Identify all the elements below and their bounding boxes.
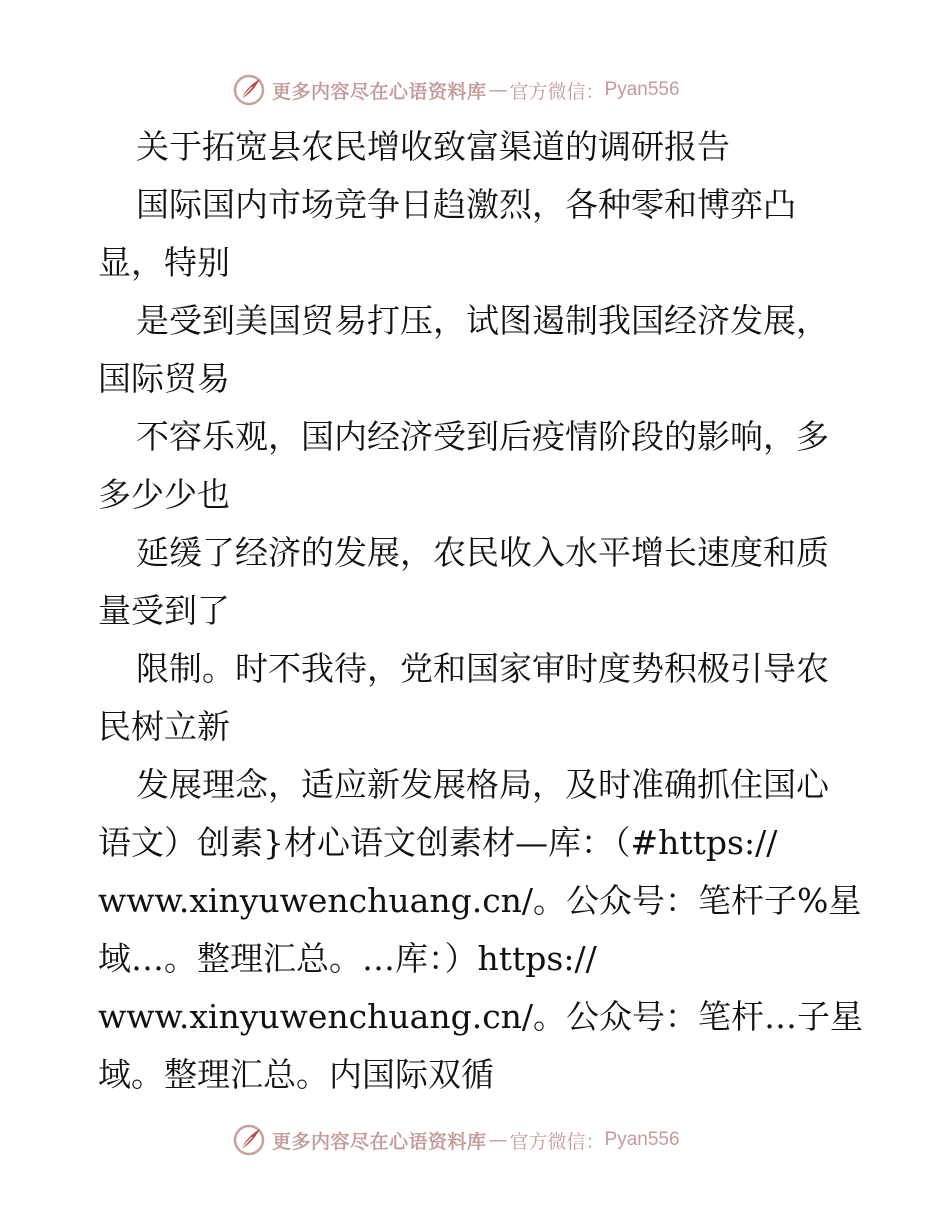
feather-pen-icon — [232, 73, 266, 107]
banner-wechat-id: Pyan556 — [604, 1129, 680, 1150]
paragraph-line: 国际贸易 — [98, 359, 230, 398]
url-line: www.xinyuwenchuang.cn/。公众号：笔杆…子星 — [98, 997, 864, 1036]
paragraph-line: 是受到美国贸易打压，试图遏制我国经济发展， — [136, 301, 829, 340]
paragraph-line: 域。整理汇总。内国际双循 — [98, 1055, 494, 1094]
banner-wechat-id: Pyan556 — [604, 79, 680, 100]
banner-text: 更多内容尽在心语资料库 — [272, 1130, 487, 1153]
paragraph-line: 不容乐观，国内经济受到后疫情阶段的影响，多 — [136, 417, 829, 456]
document-body — [98, 118, 864, 1104]
feather-pen-icon — [232, 1123, 266, 1157]
footer-watermark-banner — [232, 1122, 680, 1158]
paragraph-line: 显，特别 — [98, 243, 230, 282]
paragraph-line: 延缓了经济的发展，农民收入水平增长速度和质 — [136, 533, 829, 572]
paragraph-line: 限制。时不我待，党和国家审时度势积极引导农 — [136, 649, 829, 688]
paragraph-line: 语文）创素}材心语文创素材—库：（#https:// — [98, 823, 778, 862]
paragraph-line: 量受到了 — [98, 591, 230, 630]
banner-separator: — — [488, 1129, 508, 1151]
banner-text: 更多内容尽在心语资料库 — [272, 80, 487, 103]
banner-wechat-label: 官方微信： — [509, 80, 605, 103]
banner-wechat-label: 官方微信： — [509, 1130, 605, 1153]
url-line: www.xinyuwenchuang.cn/。公众号：笔杆子%星 — [98, 881, 862, 920]
paragraph-line: 域…。整理汇总。…库：）https:// — [98, 939, 597, 978]
document-title: 关于拓宽县农民增收致富渠道的调研报告 — [136, 127, 730, 166]
banner-separator: — — [488, 79, 508, 101]
paragraph-line: 国际国内市场竞争日趋激烈，各种零和博弈凸 — [136, 185, 796, 224]
paragraph-line: 多少少也 — [98, 475, 230, 514]
paragraph-line: 发展理念，适应新发展格局，及时准确抓住国心 — [136, 765, 829, 804]
header-watermark-banner — [232, 72, 680, 108]
paragraph-line: 民树立新 — [98, 707, 230, 746]
